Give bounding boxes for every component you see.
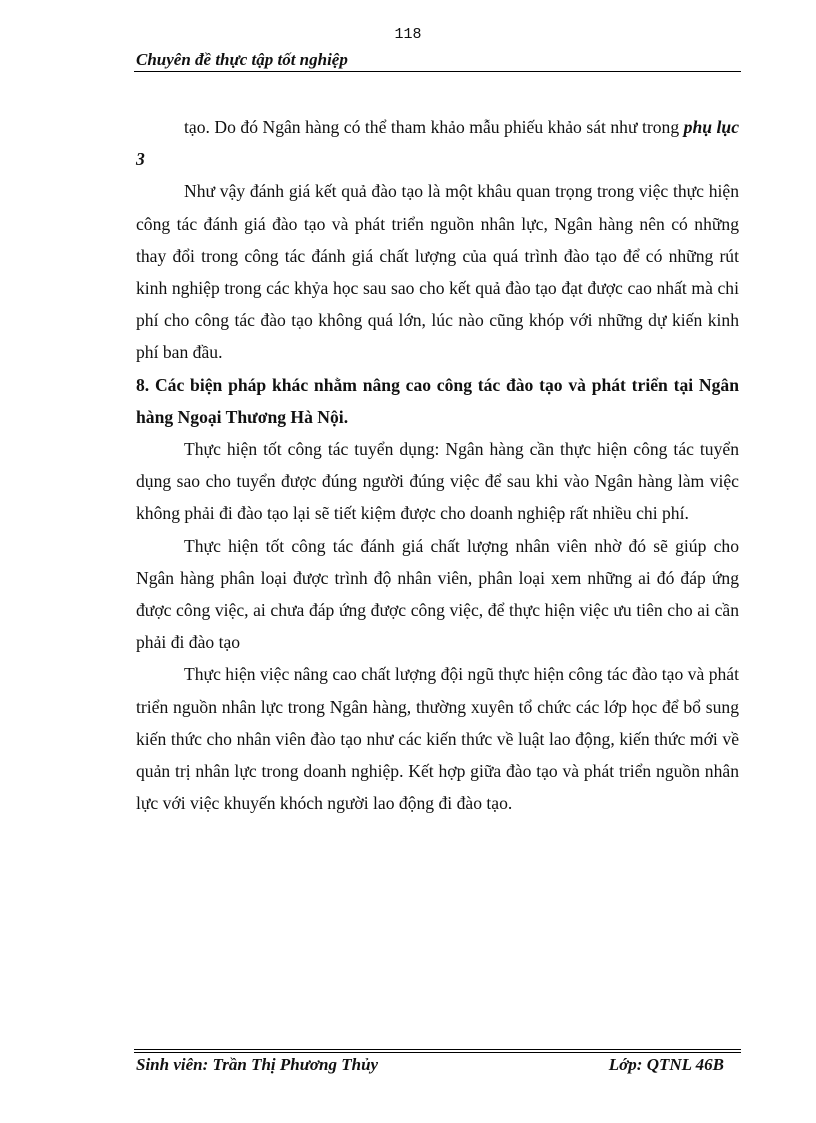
footer-class: Lớp: QTNL 46B — [608, 1055, 724, 1074]
page-number: 118 — [394, 26, 422, 43]
paragraph-continuation — [136, 111, 739, 175]
footer-divider-bottom — [134, 1052, 741, 1053]
document-body — [136, 111, 739, 819]
paragraph-training-quality: Thực hiện việc nâng cao chất lượng đội ngũ thực hiện công tác đào tạo và phát triển nguồn nhân lực trong Ngân hàng, thường xuyên tổ chức các lớp học để bổ sung kiến thức cho nhân viên đào tạo như các kiến thức về luật lao động, kiến thức mới về quản trị nhân lực trong doanh nghiệp. Kết hợp giữa đào tạo và phát triển nguồn nhân lực với việc khuyến khóch người lao động đi đào tạo. — [136, 664, 739, 814]
section-heading: 8. Các biện pháp khác nhằm nâng cao công tác đào tạo và phát triển tại Ngân hàng Ngoại Thương Hà Nội. — [136, 374, 739, 427]
header-divider — [134, 71, 741, 72]
footer-divider-top — [134, 1049, 741, 1050]
footer-student-name: Sinh viên: Trần Thị Phương Thủy — [136, 1055, 379, 1074]
paragraph-recruitment: Thực hiện tốt công tác tuyển dụng: Ngân hàng cần thực hiện công tác tuyển dụng sao cho tuyển được đúng người đúng việc để sau khi vào Ngân hàng làm việc không phải đi đào tạo lại sẽ tiết kiệm được cho doanh nghiệp rất nhiều chi phí. — [136, 439, 739, 524]
paragraph-evaluation: Như vậy đánh giá kết quả đào tạo là một khâu quan trọng trong việc thực hiện công tác đánh giá đào tạo và phát triển nguồn nhân lực, Ngân hàng nên có những thay đổi trong công tác đánh giá chất lượng của quá trình đào tạo để có những rút kinh nghiệp trong các khỷa học sau sao cho kết quả đào tạo đạt được cao nhất mà chi phí cho công tác đào tạo không quá lớn, lúc nào cũng khóp với những dự kiến kinh phí ban đầu. — [136, 181, 739, 363]
header-title: Chuyên đề thực tập tốt nghiệp — [136, 50, 348, 69]
paragraph-text: tạo. Do đó Ngân hàng có thể tham khảo mẫu phiếu khảo sát như trong — [184, 117, 684, 137]
appendix-reference: phụ lục 3 — [136, 117, 740, 170]
paragraph-staff-assessment: Thực hiện tốt công tác đánh giá chất lượng nhân viên nhờ đó sẽ giúp cho Ngân hàng phân loại được trình độ nhân viên, phân loại xem những ai đó đáp ứng được công việc, ai chưa đáp ứng được công việc, để thực hiện việc ưu tiên cho ai cần phải đi đào tạo — [136, 535, 739, 653]
